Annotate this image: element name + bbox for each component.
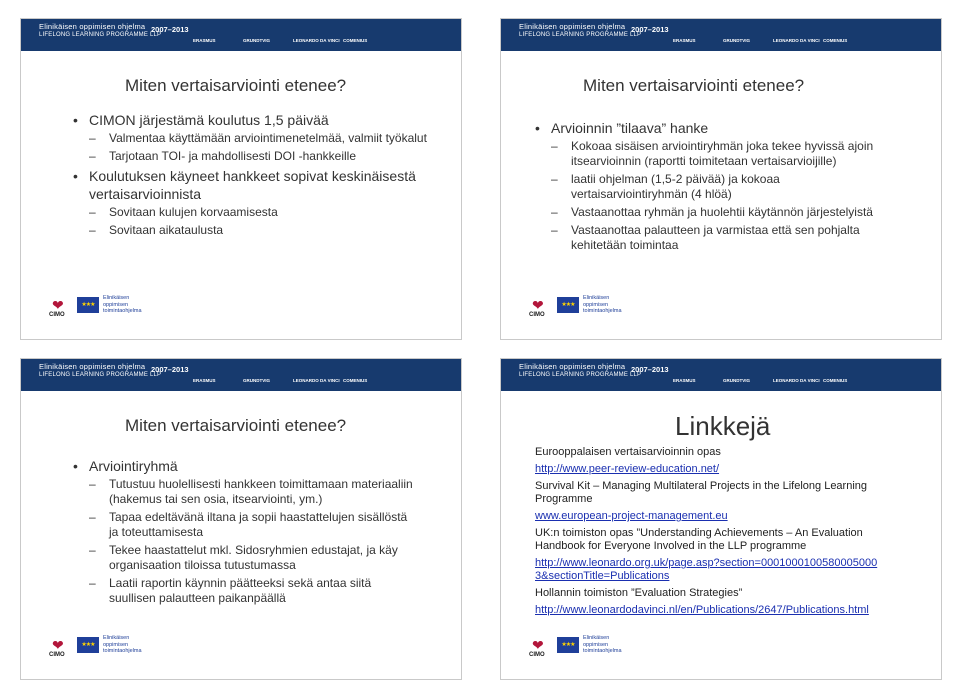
cimo-heart-icon: ❤ <box>532 637 544 653</box>
banner-title <box>519 362 641 380</box>
footer-logos <box>529 635 669 661</box>
banner-line-1: Elinikäisen oppimisen ohjelma <box>39 362 146 371</box>
link-entry-4-text: Hollannin toimiston ”Evaluation Strategies” <box>535 587 743 599</box>
eu-flag-icon: ★★★ <box>557 297 579 313</box>
programme-grundtvig: GRUNDTVIG <box>243 378 270 383</box>
sub-bullet-item: – Valmentaa käyttämään arviointimenetelmää, valmiit työkalut <box>69 131 449 146</box>
cimo-logo: ❤ CIMO <box>49 637 65 658</box>
banner-programmes <box>193 378 393 383</box>
banner-programmes <box>673 378 873 383</box>
eu-programme-text: Elinikäisen oppimisen toimintaohjelma <box>103 295 142 314</box>
footer-logos <box>529 295 669 321</box>
banner-programmes <box>673 38 873 43</box>
slide-title: Miten vertaisarviointi etenee? <box>125 416 347 435</box>
footer-logos <box>49 295 189 321</box>
link-leonardo-uk[interactable]: http://www.leonardo.org.uk/page.asp?section=0001000100580005000 3&sectionTitle=Publications <box>535 557 878 582</box>
banner-line-2: LIFELONG LEARNING PROGRAMME LLP <box>39 372 162 378</box>
programme-erasmus: ERASMUS <box>673 38 696 43</box>
eu-programme-text: Elinikäisen oppimisen toimintaohjelma <box>583 295 622 314</box>
sub-bullet-item: – Vastaanottaa ryhmän ja huolehtii käytännön järjestelyistä <box>531 205 891 220</box>
bullet-item: • Koulutuksen käyneet hankkeet sopivat keskinäisestä vertaisarvioinnista <box>69 167 449 203</box>
sub-bullet-item: – laatii ohjelman (1,5-2 päivää) ja kokoaa vertaisarviointiryhmän (4 hlöä) <box>531 172 891 202</box>
cimo-logo: ❤ CIMO <box>49 297 65 318</box>
bullet-list <box>69 111 449 241</box>
footer-logos <box>49 635 189 661</box>
programme-erasmus: ERASMUS <box>673 378 696 383</box>
llp-banner <box>21 359 461 391</box>
programme-comenius: COMENIUS <box>823 378 848 383</box>
sub-bullet-item: – Tarjotaan TOI- ja mahdollisesti DOI -hankkeille <box>69 149 449 164</box>
programme-grundtvig: GRUNDTVIG <box>723 378 750 383</box>
llp-banner <box>21 19 461 51</box>
cimo-logo: ❤ CIMO <box>529 297 545 318</box>
banner-line-2: LIFELONG LEARNING PROGRAMME LLP <box>519 32 642 38</box>
programme-erasmus: ERASMUS <box>193 38 216 43</box>
eu-programme-text: Elinikäisen oppimisen toimintaohjelma <box>583 635 622 654</box>
banner-years: 2007–2013 <box>151 365 189 374</box>
cimo-heart-icon: ❤ <box>52 297 64 313</box>
bullet-list <box>69 457 419 609</box>
cimo-logo: ❤ CIMO <box>529 637 545 658</box>
banner-line-2: LIFELONG LEARNING PROGRAMME LLP <box>39 32 162 38</box>
bullet-item: • CIMON järjestämä koulutus 1,5 päivää <box>69 111 449 129</box>
sub-bullet-item: – Kokoaa sisäisen arviointiryhmän joka tekee hyvissä ajoin itsearvioinnin (raportti toimitetaan vertaisarvioijille) <box>531 139 891 169</box>
slide-3 <box>20 358 462 680</box>
link-entry-1-text: Eurooppalaisen vertaisarvioinnin opas <box>535 446 721 458</box>
link-peer-review[interactable]: http://www.peer-review-education.net/ <box>535 463 720 475</box>
programme-comenius: COMENIUS <box>343 378 368 383</box>
eu-flag-icon: ★★★ <box>77 637 99 653</box>
banner-years: 2007–2013 <box>631 25 669 34</box>
eu-flag-icon: ★★★ <box>77 297 99 313</box>
link-entry-3-text: UK:n toimiston opas ”Understanding Achievements – An Evaluation Handbook for Everyone Involved in the LLP programme <box>535 527 863 552</box>
cimo-heart-icon: ❤ <box>52 637 64 653</box>
slide-title: Miten vertaisarviointi etenee? <box>125 76 347 95</box>
bullet-item: • Arvioinnin ”tilaava” hanke <box>531 119 891 137</box>
sub-bullet-item: – Sovitaan aikataulusta <box>69 223 449 238</box>
link-entry-2-text: Survival Kit – Managing Multilateral Projects in the Lifelong Learning Programme <box>535 480 868 505</box>
programme-leonardo: LEONARDO DA VINCI <box>293 38 340 43</box>
llp-banner <box>501 359 941 391</box>
banner-line-2: LIFELONG LEARNING PROGRAMME LLP <box>519 372 642 378</box>
slide-title: Miten vertaisarviointi etenee? <box>583 76 805 95</box>
llp-banner <box>501 19 941 51</box>
sub-bullet-item: – Vastaanottaa palautteen ja varmistaa että sen pohjalta kehitetään toimintaa <box>531 223 891 253</box>
cimo-heart-icon: ❤ <box>532 297 544 313</box>
banner-programmes <box>193 38 393 43</box>
slide-title: Linkkejä <box>675 411 771 441</box>
programme-comenius: COMENIUS <box>823 38 848 43</box>
banner-line-1: Elinikäisen oppimisen ohjelma <box>519 362 626 371</box>
sub-bullet-item: – Tutustuu huolellisesti hankkeen toimittamaan materiaaliin (hakemus tai sen osia, itsearviointi, ym.) <box>69 477 419 507</box>
programme-grundtvig: GRUNDTVIG <box>723 38 750 43</box>
programme-comenius: COMENIUS <box>343 38 368 43</box>
slide-4 <box>500 358 942 680</box>
banner-years: 2007–2013 <box>631 365 669 374</box>
programme-leonardo: LEONARDO DA VINCI <box>293 378 340 383</box>
sub-bullet-item: – Sovitaan kulujen korvaamisesta <box>69 205 449 220</box>
programme-erasmus: ERASMUS <box>193 378 216 383</box>
banner-title <box>519 22 641 40</box>
programme-grundtvig: GRUNDTVIG <box>243 38 270 43</box>
banner-line-1: Elinikäisen oppimisen ohjelma <box>39 22 146 31</box>
slide-1 <box>20 18 462 340</box>
link-project-management[interactable]: www.european-project-management.eu <box>535 510 728 522</box>
links-list <box>535 446 915 621</box>
programme-leonardo: LEONARDO DA VINCI <box>773 38 820 43</box>
bullet-item: • Arviointiryhmä <box>69 457 419 475</box>
link-leonardo-nl[interactable]: http://www.leonardodavinci.nl/en/Publications/2647/Publications.html <box>535 604 869 616</box>
eu-programme-text: Elinikäisen oppimisen toimintaohjelma <box>103 635 142 654</box>
banner-years: 2007–2013 <box>151 25 189 34</box>
banner-title <box>39 22 161 40</box>
sub-bullet-item: – Laatii raportin käynnin päätteeksi sekä antaa siitä suullisen palautteen paikanpäällä <box>69 576 419 606</box>
eu-flag-icon: ★★★ <box>557 637 579 653</box>
bullet-list <box>531 119 891 256</box>
sub-bullet-item: – Tekee haastattelut mkl. Sidosryhmien edustajat, ja käy organisaation tiloissa tutustumassa <box>69 543 419 573</box>
slide-2 <box>500 18 942 340</box>
programme-leonardo: LEONARDO DA VINCI <box>773 378 820 383</box>
banner-title <box>39 362 161 380</box>
banner-line-1: Elinikäisen oppimisen ohjelma <box>519 22 626 31</box>
sub-bullet-item: – Tapaa edeltävänä iltana ja sopii haastattelujen sisällöstä ja toteuttamisesta <box>69 510 419 540</box>
